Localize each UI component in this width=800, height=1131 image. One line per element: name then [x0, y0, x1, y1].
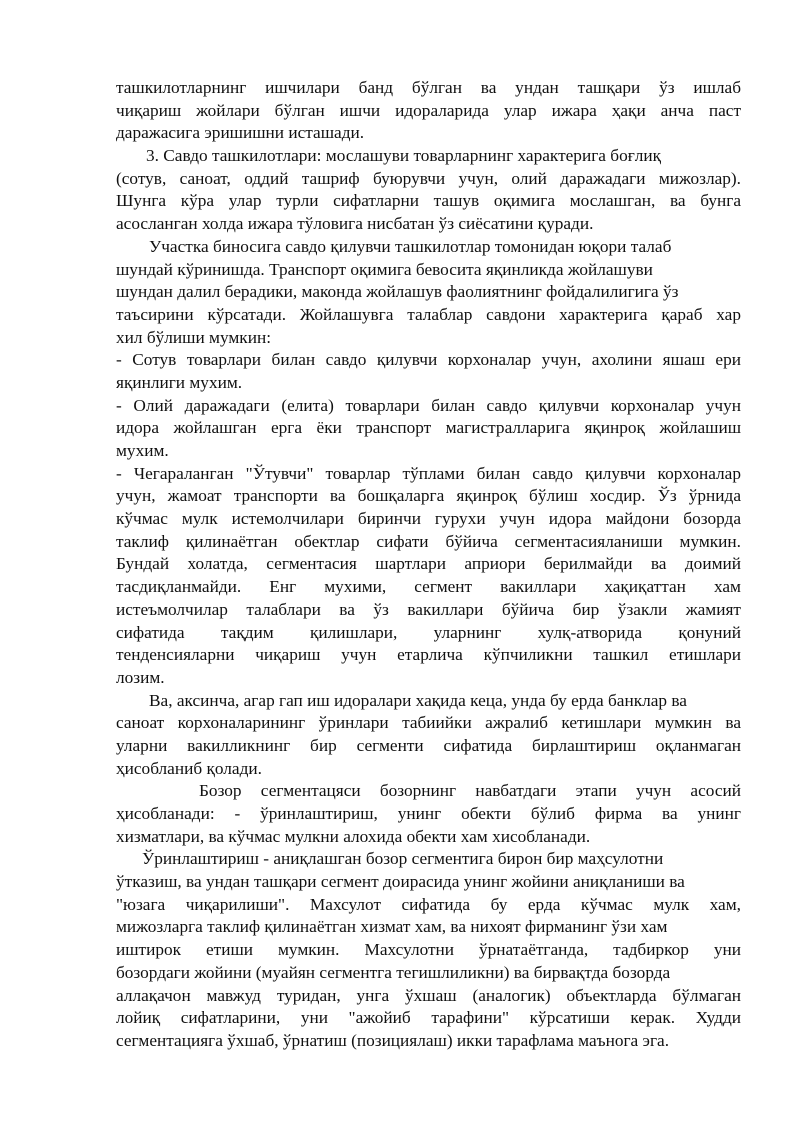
text-line: Бундай холатда, сегментасия шартлари априори берилмайди ва доимий — [116, 554, 741, 574]
text-line: Бозор сегментацяси бозорнинг навбатдаги этапи учун асосий — [199, 781, 741, 801]
text-line: таклиф қилинаётган обектлар сифати бўйича сегментасияланиши мумкин. — [116, 531, 741, 551]
text-line: аллақачон мавжуд туридан, унга ўхшаш (аналогик) объектларда бўлмаган — [116, 985, 741, 1005]
text-line: "юзага чиқарилиши". Махсулот сифатида бу ерда кўчмас мулк хам, — [116, 894, 741, 914]
text-line: Ва, аксинча, агар гап иш идоралари хақида кеца, унда бу ерда банклар ва — [149, 690, 687, 710]
text-line: иштирок етиши мумкин. Махсулотни ўрнатаётганда, тадбиркор уни — [116, 940, 741, 960]
text-line: хил бўлиши мумкин: — [116, 327, 271, 347]
text-line: мижозларга таклиф қилинаётган хизмат хам, ва нихоят фирманинг ўзи хам — [116, 917, 668, 937]
text-line: сегментацияга ўхшаб, ўрнатиш (позициялаш) икки тарафлама маънога эга. — [116, 1030, 670, 1050]
text-line: тасдиқланмайди. Енг мухими, сегмент вакиллари хақиқаттан хам — [116, 577, 741, 597]
text-line: Участка биносига савдо қилувчи ташкилотлар томонидан юқори талаб — [149, 236, 672, 256]
text-line: 3. Савдо ташкилотлари: мослашуви товарларнинг характерига боғлиқ — [146, 146, 662, 166]
text-line: асосланган холда ижара тўловига нисбатан ўз сиёсатини қуради. — [116, 214, 594, 234]
text-line: Ўринлаштириш - аниқлашган бозор сегментига бирон бир маҳсулотни — [142, 849, 664, 869]
text-line: ўтказиш, ва ундан ташқари сегмент доирасида унинг жойини аниқланиши ва — [116, 872, 685, 892]
text-line: ҳисобланади: - ўринлаштириш, унинг обекти бўлиб фирма ва унинг — [116, 804, 741, 823]
text-line: - Сотув товарлари билан савдо қилувчи корхоналар учун, ахолини яшаш ери — [116, 350, 741, 370]
text-line: даражасига эришишни исташади. — [116, 123, 365, 143]
text-line: Шунга кўра улар турли сифатларни ташув оқимига мослашган, ва бунга — [116, 191, 741, 211]
text-line: бозордаги жойини (муайян сегментга тегишлиликни) ва бирвақтда бозорда — [116, 962, 671, 982]
text-line: шундай кўринишда. Транспорт оқимига бевосита яқинликда жойлашуви — [116, 259, 653, 279]
text-line: (сотув, саноат, оддий ташриф буюрувчи учун, олий даражадаги мижозлар). — [116, 168, 741, 188]
text-line: таъсирини кўрсатади. Жойлашувга талаблар савдони характерига қараб хар — [116, 304, 741, 324]
text-line: яқинлиги мухим. — [116, 372, 243, 392]
text-line: лозим. — [116, 667, 165, 687]
text-line: истеъмолчилар талаблари ва ўз вакиллари бўйича бир ўзакли жамият — [116, 599, 741, 619]
text-line: ҳисобланиб қолади. — [116, 758, 262, 778]
text-line: кўчмас мулк истемолчилари биринчи гурухи учун идора майдони бозорда — [116, 509, 741, 529]
text-line: ташкилотларнинг ишчилари банд бўлган ва ундан ташқари ўз ишлаб — [116, 78, 741, 97]
text-line: уларни вакилликнинг бир сегменти сифатида бирлаштириш оқланмаган — [116, 735, 741, 755]
text-line: лойиқ сифатларини, уни "ажойиб тарафини" кўрсатиши керак. Худди — [116, 1008, 741, 1028]
text-line: сифатида тақдим қилишлари, уларнинг хулқ-атворида қонуний — [116, 622, 741, 642]
text-line: - Чегараланган "Ўтувчи" товарлар тўплами билан савдо қилувчи корхоналар — [116, 463, 741, 483]
text-line: шундан далил берадики, маконда жойлашув фаолиятнинг фойдалилигига ўз — [116, 282, 679, 302]
document-page — [116, 77, 741, 1053]
text-line: хизматлари, ва кўчмас мулкни алохида обекти хам хисобланади. — [116, 826, 591, 846]
text-line: идора жойлашган ерга ёки транспорт магистралларига яқинроқ жойлашиш — [116, 418, 741, 438]
text-line: учун, жамоат транспорти ва бошқаларга яқинроқ бўлиш хосдир. Ўз ўрнида — [116, 486, 741, 506]
text-line: - Олий даражадаги (елита) товарлари билан савдо қилувчи корхоналар учун — [116, 395, 741, 415]
text-line: саноат корхоналарининг ўринлари табиийки ажралиб кетишлари мумкин ва — [116, 713, 741, 733]
text-line: тенденсияларни чиқариш учун етарлича кўпчиликни ташкил етишлари — [116, 645, 741, 665]
text-line: чиқариш жойлари бўлган ишчи идораларида улар ижара ҳақи анча паст — [116, 100, 741, 120]
text-line: мухим. — [116, 441, 169, 460]
